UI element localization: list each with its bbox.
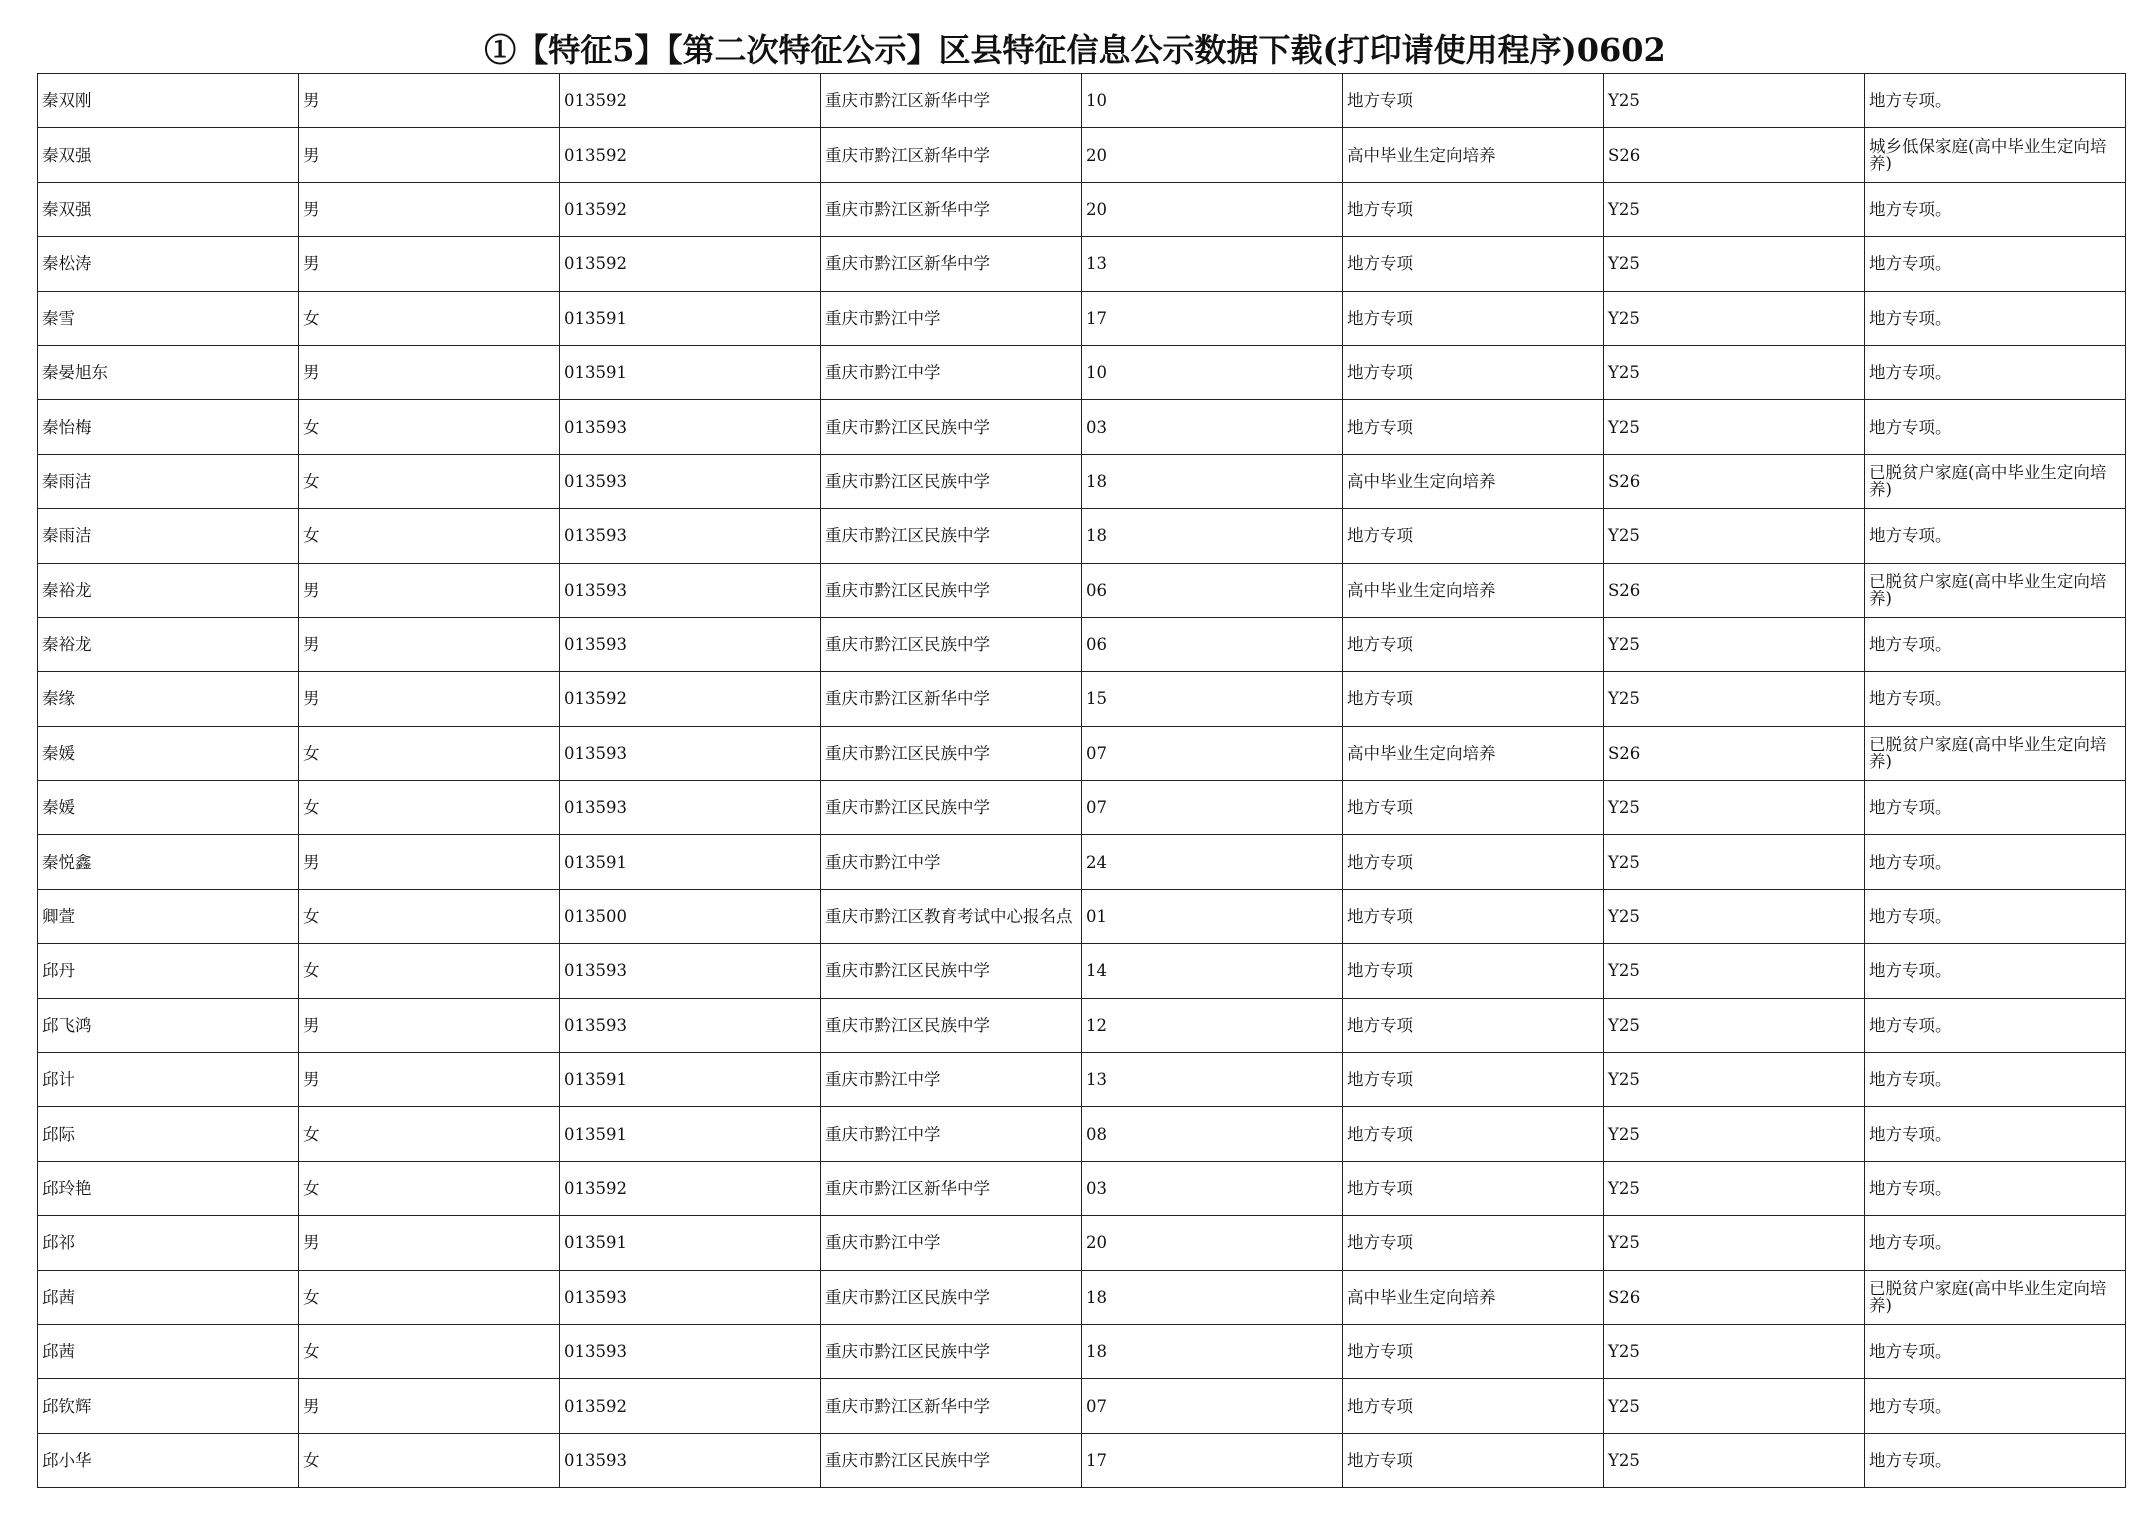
remark-cell: 地方专项。 [1865,345,2126,399]
gender-cell: 女 [299,944,560,998]
table-row [38,726,2126,780]
gender-cell: 女 [299,1161,560,1215]
number-cell: 12 [1082,998,1343,1052]
remark-cell: 地方专项。 [1865,291,2126,345]
number-cell: 24 [1082,835,1343,889]
type-code-cell: Y25 [1604,1379,1865,1433]
school-cell: 重庆市黔江区民族中学 [821,944,1082,998]
table-row [38,1379,2126,1433]
code-cell: 013591 [560,835,821,889]
gender-cell: 男 [299,1053,560,1107]
code-cell: 013592 [560,1379,821,1433]
number-cell: 10 [1082,74,1343,128]
code-cell: 013593 [560,1433,821,1487]
code-cell: 013593 [560,944,821,998]
school-cell: 重庆市黔江区民族中学 [821,454,1082,508]
table-row [38,1324,2126,1378]
category-cell: 地方专项 [1343,835,1604,889]
name-cell: 邱丹 [38,944,299,998]
name-cell: 秦雨洁 [38,509,299,563]
code-cell: 013592 [560,128,821,182]
type-code-cell: Y25 [1604,1053,1865,1107]
gender-cell: 女 [299,509,560,563]
number-cell: 18 [1082,1270,1343,1324]
school-cell: 重庆市黔江区民族中学 [821,563,1082,617]
category-cell: 地方专项 [1343,1433,1604,1487]
number-cell: 13 [1082,237,1343,291]
remark-cell: 已脱贫户家庭(高中毕业生定向培养) [1865,454,2126,508]
school-cell: 重庆市黔江区新华中学 [821,128,1082,182]
gender-cell: 女 [299,400,560,454]
number-cell: 07 [1082,1379,1343,1433]
code-cell: 013592 [560,1161,821,1215]
code-cell: 013593 [560,1270,821,1324]
school-cell: 重庆市黔江区新华中学 [821,1379,1082,1433]
code-cell: 013593 [560,400,821,454]
number-cell: 01 [1082,889,1343,943]
category-cell: 地方专项 [1343,1053,1604,1107]
number-cell: 07 [1082,781,1343,835]
type-code-cell: Y25 [1604,1107,1865,1161]
gender-cell: 女 [299,726,560,780]
code-cell: 013591 [560,1107,821,1161]
category-cell: 地方专项 [1343,781,1604,835]
school-cell: 重庆市黔江区新华中学 [821,237,1082,291]
school-cell: 重庆市黔江中学 [821,1053,1082,1107]
category-cell: 地方专项 [1343,1379,1604,1433]
category-cell: 地方专项 [1343,237,1604,291]
gender-cell: 女 [299,781,560,835]
type-code-cell: S26 [1604,726,1865,780]
school-cell: 重庆市黔江区民族中学 [821,781,1082,835]
name-cell: 秦双强 [38,128,299,182]
category-cell: 地方专项 [1343,1216,1604,1270]
number-cell: 03 [1082,1161,1343,1215]
remark-cell: 地方专项。 [1865,509,2126,563]
type-code-cell: Y25 [1604,345,1865,399]
remark-cell: 已脱贫户家庭(高中毕业生定向培养) [1865,1270,2126,1324]
name-cell: 卿萱 [38,889,299,943]
code-cell: 013593 [560,726,821,780]
category-cell: 高中毕业生定向培养 [1343,1270,1604,1324]
school-cell: 重庆市黔江区民族中学 [821,1324,1082,1378]
table-body [38,74,2126,1488]
gender-cell: 女 [299,889,560,943]
number-cell: 06 [1082,617,1343,671]
table-row [38,563,2126,617]
code-cell: 013593 [560,781,821,835]
gender-cell: 女 [299,1433,560,1487]
school-cell: 重庆市黔江中学 [821,835,1082,889]
table-row [38,237,2126,291]
name-cell: 秦媛 [38,781,299,835]
remark-cell: 地方专项。 [1865,237,2126,291]
remark-cell: 地方专项。 [1865,1161,2126,1215]
number-cell: 03 [1082,400,1343,454]
number-cell: 20 [1082,128,1343,182]
type-code-cell: Y25 [1604,182,1865,236]
gender-cell: 男 [299,345,560,399]
gender-cell: 女 [299,454,560,508]
table-row [38,1270,2126,1324]
name-cell: 秦双强 [38,182,299,236]
code-cell: 013591 [560,1216,821,1270]
remark-cell: 已脱贫户家庭(高中毕业生定向培养) [1865,726,2126,780]
name-cell: 邱钦辉 [38,1379,299,1433]
table-row [38,291,2126,345]
gender-cell: 女 [299,1107,560,1161]
gender-cell: 男 [299,237,560,291]
school-cell: 重庆市黔江中学 [821,1216,1082,1270]
category-cell: 地方专项 [1343,889,1604,943]
remark-cell: 城乡低保家庭(高中毕业生定向培养) [1865,128,2126,182]
number-cell: 10 [1082,345,1343,399]
school-cell: 重庆市黔江区教育考试中心报名点 [821,889,1082,943]
table-row [38,182,2126,236]
school-cell: 重庆市黔江区新华中学 [821,1161,1082,1215]
school-cell: 重庆市黔江中学 [821,291,1082,345]
name-cell: 邱祁 [38,1216,299,1270]
type-code-cell: Y25 [1604,1433,1865,1487]
gender-cell: 男 [299,128,560,182]
code-cell: 013593 [560,454,821,508]
number-cell: 14 [1082,944,1343,998]
code-cell: 013593 [560,563,821,617]
category-cell: 地方专项 [1343,672,1604,726]
table-row [38,74,2126,128]
code-cell: 013592 [560,182,821,236]
remark-cell: 地方专项。 [1865,889,2126,943]
gender-cell: 男 [299,617,560,671]
category-cell: 地方专项 [1343,1107,1604,1161]
name-cell: 秦松涛 [38,237,299,291]
name-cell: 秦裕龙 [38,563,299,617]
code-cell: 013593 [560,1324,821,1378]
table-row [38,1053,2126,1107]
category-cell: 地方专项 [1343,998,1604,1052]
type-code-cell: Y25 [1604,998,1865,1052]
name-cell: 邱玲艳 [38,1161,299,1215]
number-cell: 13 [1082,1053,1343,1107]
number-cell: 18 [1082,509,1343,563]
school-cell: 重庆市黔江区新华中学 [821,74,1082,128]
category-cell: 地方专项 [1343,345,1604,399]
table-row [38,509,2126,563]
type-code-cell: S26 [1604,128,1865,182]
number-cell: 07 [1082,726,1343,780]
code-cell: 013593 [560,509,821,563]
gender-cell: 男 [299,1216,560,1270]
gender-cell: 男 [299,1379,560,1433]
category-cell: 地方专项 [1343,291,1604,345]
remark-cell: 地方专项。 [1865,1053,2126,1107]
remark-cell: 地方专项。 [1865,781,2126,835]
remark-cell: 地方专项。 [1865,672,2126,726]
type-code-cell: S26 [1604,454,1865,508]
type-code-cell: Y25 [1604,1216,1865,1270]
name-cell: 秦雪 [38,291,299,345]
type-code-cell: Y25 [1604,1161,1865,1215]
table-row [38,345,2126,399]
remark-cell: 地方专项。 [1865,617,2126,671]
gender-cell: 男 [299,74,560,128]
name-cell: 秦晏旭东 [38,345,299,399]
school-cell: 重庆市黔江中学 [821,345,1082,399]
type-code-cell: Y25 [1604,889,1865,943]
number-cell: 20 [1082,1216,1343,1270]
gender-cell: 男 [299,182,560,236]
name-cell: 秦悦鑫 [38,835,299,889]
type-code-cell: Y25 [1604,509,1865,563]
remark-cell: 已脱贫户家庭(高中毕业生定向培养) [1865,563,2126,617]
table-row [38,1433,2126,1487]
name-cell: 邱茜 [38,1270,299,1324]
table-row [38,998,2126,1052]
category-cell: 高中毕业生定向培养 [1343,726,1604,780]
type-code-cell: Y25 [1604,617,1865,671]
school-cell: 重庆市黔江区民族中学 [821,726,1082,780]
code-cell: 013593 [560,998,821,1052]
school-cell: 重庆市黔江中学 [821,1107,1082,1161]
table-row [38,1107,2126,1161]
remark-cell: 地方专项。 [1865,1379,2126,1433]
school-cell: 重庆市黔江区民族中学 [821,400,1082,454]
page-title: ①【特征5】【第二次特征公示】区县特征信息公示数据下载(打印请使用程序)0602 [484,31,1666,69]
type-code-cell: Y25 [1604,74,1865,128]
school-cell: 重庆市黔江区新华中学 [821,182,1082,236]
number-cell: 17 [1082,1433,1343,1487]
number-cell: 18 [1082,454,1343,508]
type-code-cell: Y25 [1604,291,1865,345]
name-cell: 邱飞鸿 [38,998,299,1052]
type-code-cell: Y25 [1604,835,1865,889]
type-code-cell: S26 [1604,1270,1865,1324]
type-code-cell: Y25 [1604,400,1865,454]
category-cell: 地方专项 [1343,1161,1604,1215]
category-cell: 高中毕业生定向培养 [1343,128,1604,182]
code-cell: 013592 [560,672,821,726]
code-cell: 013500 [560,889,821,943]
category-cell: 地方专项 [1343,182,1604,236]
data-table [37,73,2126,1488]
remark-cell: 地方专项。 [1865,1433,2126,1487]
category-cell: 地方专项 [1343,74,1604,128]
school-cell: 重庆市黔江区新华中学 [821,672,1082,726]
name-cell: 邱际 [38,1107,299,1161]
name-cell: 秦雨洁 [38,454,299,508]
school-cell: 重庆市黔江区民族中学 [821,509,1082,563]
school-cell: 重庆市黔江区民族中学 [821,617,1082,671]
code-cell: 013591 [560,291,821,345]
name-cell: 邱茜 [38,1324,299,1378]
name-cell: 秦缘 [38,672,299,726]
category-cell: 高中毕业生定向培养 [1343,454,1604,508]
table-row [38,1161,2126,1215]
table-row [38,672,2126,726]
school-cell: 重庆市黔江区民族中学 [821,998,1082,1052]
table-row [38,889,2126,943]
gender-cell: 女 [299,1270,560,1324]
remark-cell: 地方专项。 [1865,944,2126,998]
code-cell: 013591 [560,1053,821,1107]
school-cell: 重庆市黔江区民族中学 [821,1270,1082,1324]
name-cell: 秦裕龙 [38,617,299,671]
category-cell: 高中毕业生定向培养 [1343,563,1604,617]
name-cell: 邱小华 [38,1433,299,1487]
number-cell: 20 [1082,182,1343,236]
gender-cell: 男 [299,563,560,617]
remark-cell: 地方专项。 [1865,400,2126,454]
code-cell: 013592 [560,237,821,291]
table-row [38,835,2126,889]
table-row [38,400,2126,454]
type-code-cell: Y25 [1604,944,1865,998]
number-cell: 06 [1082,563,1343,617]
gender-cell: 女 [299,291,560,345]
gender-cell: 男 [299,672,560,726]
gender-cell: 男 [299,998,560,1052]
type-code-cell: Y25 [1604,237,1865,291]
remark-cell: 地方专项。 [1865,998,2126,1052]
code-cell: 013591 [560,345,821,399]
name-cell: 秦双刚 [38,74,299,128]
remark-cell: 地方专项。 [1865,74,2126,128]
table-row [38,1216,2126,1270]
category-cell: 地方专项 [1343,509,1604,563]
name-cell: 邱计 [38,1053,299,1107]
gender-cell: 女 [299,1324,560,1378]
category-cell: 地方专项 [1343,1324,1604,1378]
type-code-cell: Y25 [1604,672,1865,726]
number-cell: 18 [1082,1324,1343,1378]
remark-cell: 地方专项。 [1865,1216,2126,1270]
category-cell: 地方专项 [1343,617,1604,671]
type-code-cell: S26 [1604,563,1865,617]
type-code-cell: Y25 [1604,1324,1865,1378]
code-cell: 013593 [560,617,821,671]
category-cell: 地方专项 [1343,400,1604,454]
number-cell: 08 [1082,1107,1343,1161]
code-cell: 013592 [560,74,821,128]
table-row [38,128,2126,182]
table-row [38,944,2126,998]
name-cell: 秦怡梅 [38,400,299,454]
number-cell: 15 [1082,672,1343,726]
table-row [38,617,2126,671]
remark-cell: 地方专项。 [1865,1107,2126,1161]
remark-cell: 地方专项。 [1865,1324,2126,1378]
remark-cell: 地方专项。 [1865,182,2126,236]
remark-cell: 地方专项。 [1865,835,2126,889]
table-row [38,454,2126,508]
type-code-cell: Y25 [1604,781,1865,835]
number-cell: 17 [1082,291,1343,345]
name-cell: 秦媛 [38,726,299,780]
school-cell: 重庆市黔江区民族中学 [821,1433,1082,1487]
gender-cell: 男 [299,835,560,889]
table-row [38,781,2126,835]
category-cell: 地方专项 [1343,944,1604,998]
